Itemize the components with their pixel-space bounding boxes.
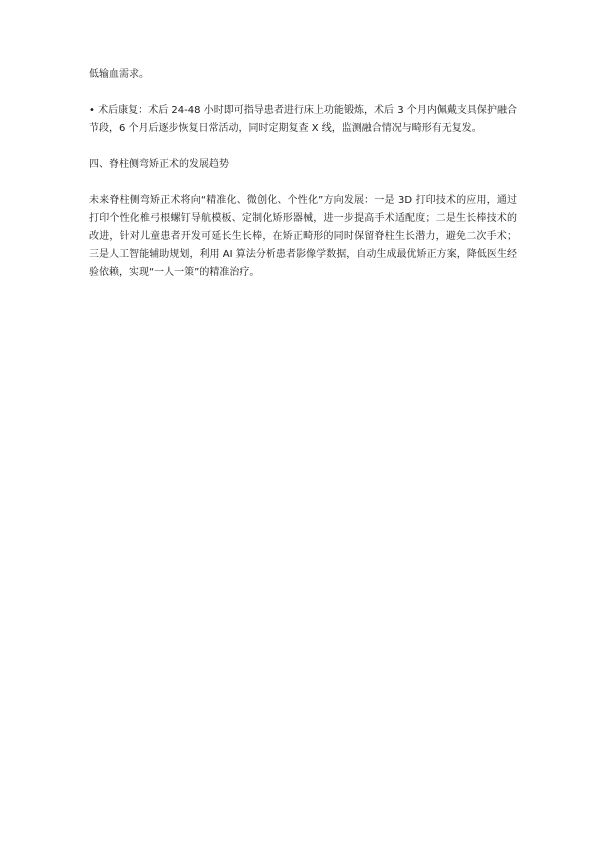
section-body-paragraph: 未来脊柱侧弯矫正术将向“精准化、微创化、个性化”方向发展：一是 3D 打印技术的应用，通过打印个性化椎弓根螺钉导航模板、定制化矫形器械，进一步提高手术适配度；二是生长棒技术的改进，针对儿童患者开发可延长生长棒，在矫正畸形的同时保留脊柱生长潜力，避免二次手术；三是人工智能辅助规划，利用 AI 算法分析患者影像学数据，自动生成最优矫正方案，降低医生经验依赖，实现“一人一策”的精准治疗。 <box>89 195 517 278</box>
continuation-paragraph: 低输血需求。 <box>89 69 149 80</box>
page-content <box>89 66 517 282</box>
bullet-item-rehabilitation <box>89 102 517 138</box>
section-heading: 四、脊柱侧弯矫正术的发展趋势 <box>89 159 229 170</box>
bullet-text: 术后康复：术后 24-48 小时即可指导患者进行床上功能锻炼，术后 3 个月内佩戴支具保护融合节段，6 个月后逐步恢复日常活动，同时定期复查 X 线，监测融合情况与畸形有无复发。 <box>89 105 517 134</box>
bullet-marker: • <box>89 105 95 116</box>
